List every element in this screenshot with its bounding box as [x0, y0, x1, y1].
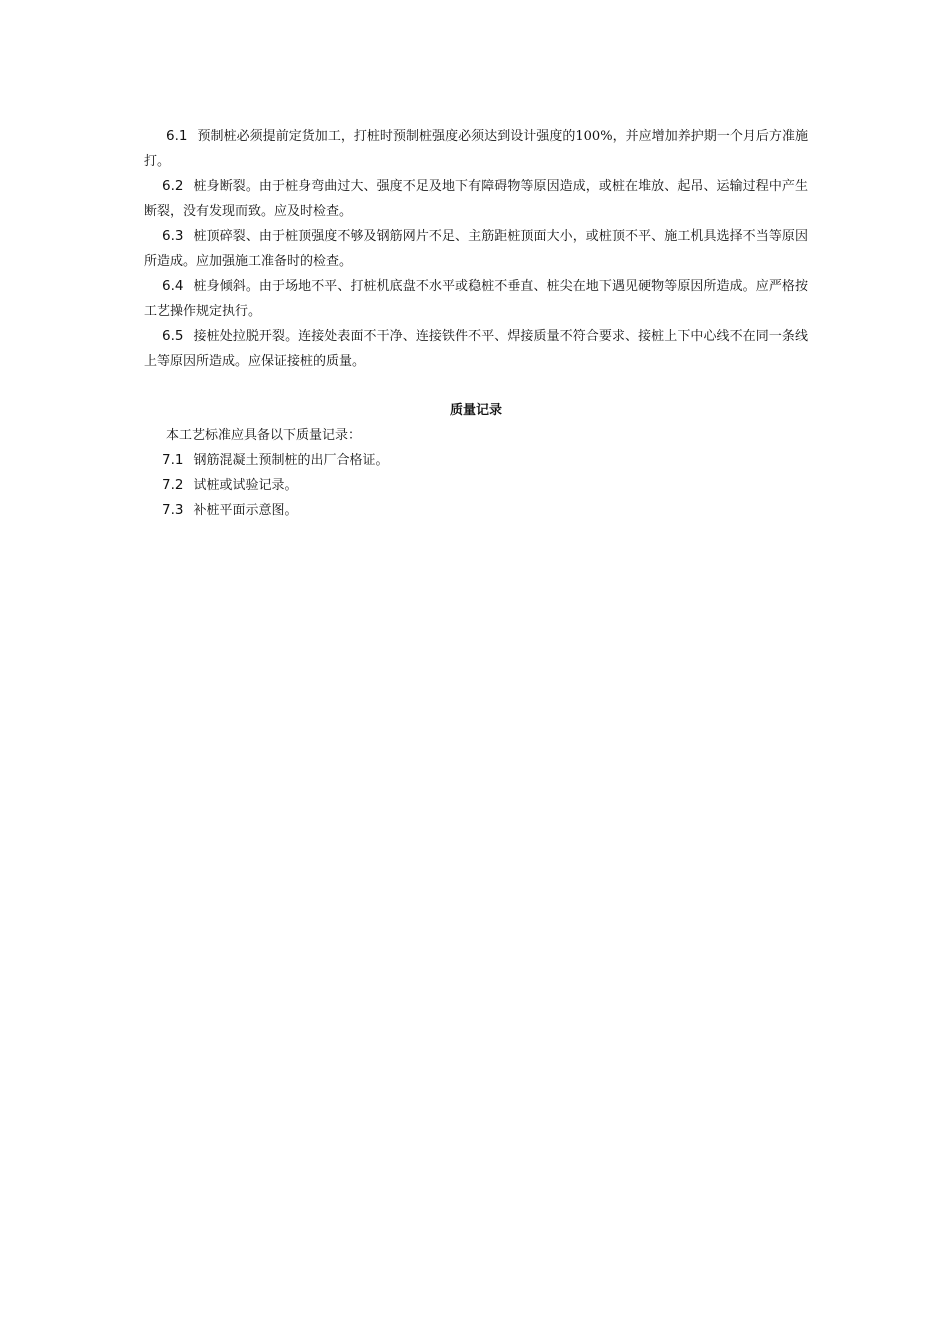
section-intro: 本工艺标准应具备以下质量记录：	[166, 428, 362, 443]
clause-6-5	[144, 324, 808, 374]
clause-6-3	[144, 224, 808, 274]
section-title: 质量记录	[449, 403, 502, 418]
clause-text: 预制桩必须提前定货加工，打桩时预制桩强度必须达到设计强度的100%，并应增加养护期一个月后方准施打。	[144, 129, 808, 169]
clause-6-1	[144, 124, 808, 174]
record-text: 补桩平面示意图。	[193, 503, 298, 518]
clause-text: 接桩处拉脱开裂。连接处表面不干净、连接铁件不平、焊接质量不符合要求、接桩上下中心线不在同一条线上等原因所造成。应保证接桩的质量。	[144, 329, 808, 369]
record-number: 7.2	[162, 477, 184, 493]
clause-number: 6.3	[162, 228, 184, 244]
record-text: 钢筋混凝土预制桩的出厂合格证。	[193, 453, 389, 468]
clause-text: 桩顶碎裂、由于桩顶强度不够及钢筋网片不足、主筋距桩顶面大小，或桩顶不平、施工机具选择不当等原因所造成。应加强施工准备时的检查。	[144, 229, 808, 269]
record-number: 7.1	[162, 452, 184, 468]
record-text: 试桩或试验记录。	[193, 478, 298, 493]
record-item-7-3	[144, 498, 808, 523]
clause-number: 6.4	[162, 278, 184, 294]
record-item-7-1	[144, 448, 808, 473]
clause-number: 6.2	[162, 178, 184, 194]
clause-text: 桩身倾斜。由于场地不平、打桩机底盘不水平或稳桩不垂直、桩尖在地下遇见硬物等原因所造成。应严格按工艺操作规定执行。	[144, 279, 808, 319]
clause-number: 6.1	[166, 128, 188, 144]
document-body	[144, 124, 808, 523]
clause-6-2	[144, 174, 808, 224]
clause-6-4	[144, 274, 808, 324]
clause-text: 桩身断裂。由于桩身弯曲过大、强度不足及地下有障碍物等原因造成，或桩在堆放、起吊、运输过程中产生断裂，没有发现而致。应及时检查。	[144, 179, 808, 219]
record-item-7-2	[144, 473, 808, 498]
record-number: 7.3	[162, 502, 184, 518]
clause-number: 6.5	[162, 328, 184, 344]
